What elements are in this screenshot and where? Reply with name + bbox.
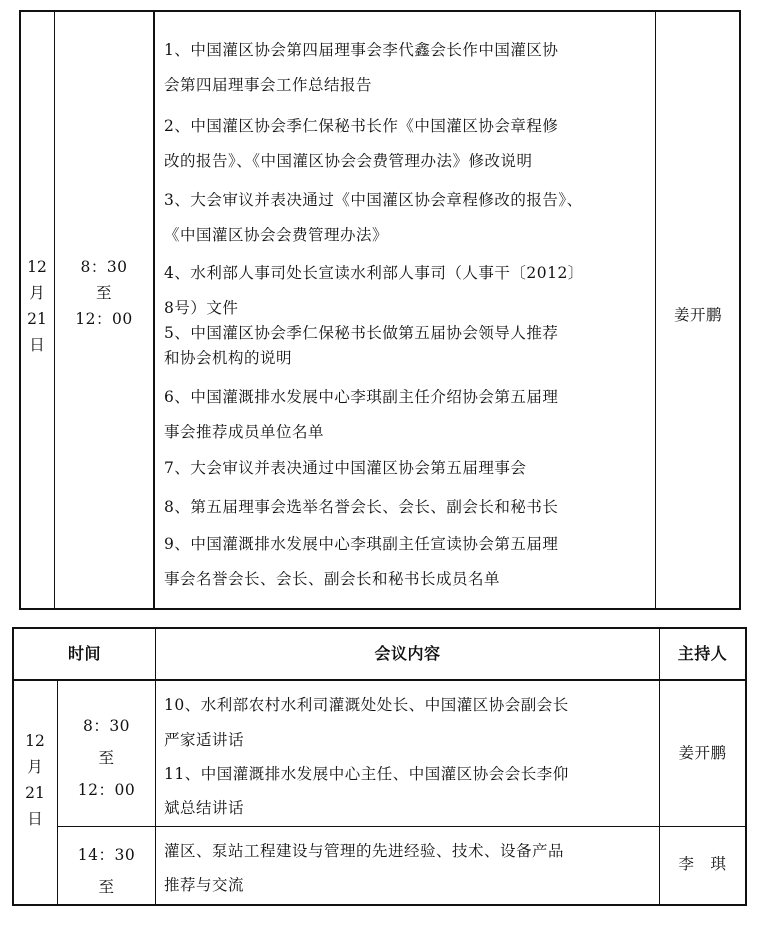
- date-part: 21: [25, 784, 45, 802]
- table1-date: [22, 254, 52, 358]
- content-line: 事会推荐成员单位名单: [164, 423, 325, 441]
- content-line: 10、水利部农村水利司灌溉处处长、中国灌区协会副会长: [164, 696, 569, 714]
- content-line: 灌区、泵站工程建设与管理的先进经验、技术、设备产品: [164, 842, 565, 860]
- table2-header-border: [12, 679, 747, 681]
- date-part: 日: [29, 336, 45, 354]
- table1-col-divider-2: [153, 10, 155, 610]
- date-part: 12: [27, 258, 47, 276]
- table2-row1-host: 姜开鹏: [678, 744, 727, 762]
- content-line: 2、中国灌区协会季仁保秘书长作《中国灌区协会章程修: [164, 117, 559, 135]
- time-end: 12：00: [77, 781, 136, 799]
- time-to: 至: [98, 749, 115, 767]
- content-line: 11、中国灌溉排水发展中心主任、中国灌区协会会长李仰: [164, 765, 569, 783]
- content-line: 9、中国灌溉排水发展中心李琪副主任宣读协会第五届理: [164, 535, 559, 553]
- header-content: 会议内容: [374, 644, 441, 663]
- content-line: 3、大会审议并表决通过《中国灌区协会章程修改的报告》、: [164, 191, 583, 209]
- date-part: 12: [25, 732, 45, 750]
- content-line: 5、中国灌区协会季仁保秘书长做第五届协会领导人推荐: [164, 324, 559, 342]
- table2-row-divider: [57, 826, 747, 827]
- content-line: 改的报告》、《中国灌区协会会费管理办法》修改说明: [164, 152, 533, 170]
- content-line: 《中国灌区协会会费管理办法》: [164, 226, 389, 244]
- table2-right-border: [745, 627, 747, 906]
- content-line: 8、第五届理事会选举名誉会长、会长、副会长和秘书长: [164, 498, 559, 516]
- content-line: 会第四届理事会工作总结报告: [164, 76, 373, 94]
- date-part: 21: [27, 310, 47, 328]
- table2-left-border: [12, 627, 14, 906]
- time-start: 8：30: [82, 717, 131, 735]
- content-line: 斌总结讲话: [164, 799, 245, 817]
- date-part: 月: [29, 284, 45, 302]
- content-line: 和协会机构的说明: [164, 349, 293, 367]
- content-line: 8号）文件: [164, 299, 239, 317]
- time-end: 12：00: [75, 310, 133, 328]
- table2-date: [20, 728, 50, 832]
- table1-bottom-border: [20, 608, 741, 610]
- date-part: 日: [27, 810, 43, 828]
- table1-time: [56, 254, 152, 332]
- time-to: 至: [98, 878, 115, 896]
- table2-bottom-border: [12, 904, 747, 906]
- date-part: 月: [27, 758, 43, 776]
- table1-right-border: [739, 10, 741, 610]
- table2-col-divider-2: [155, 627, 156, 906]
- table2-row2-time: [58, 839, 155, 903]
- content-line: 严家适讲话: [164, 731, 245, 749]
- content-line: 1、中国灌区协会第四届理事会李代鑫会长作中国灌区协: [164, 41, 559, 59]
- time-start: 14：30: [77, 846, 136, 864]
- table1-top-border: [20, 10, 741, 12]
- content-line: 4、水利部人事司处长宣读水利部人事司（人事干〔2012〕: [164, 264, 584, 282]
- content-line: 推荐与交流: [164, 876, 245, 894]
- table1-col-divider-1: [54, 10, 55, 610]
- header-time: 时间: [67, 644, 101, 663]
- table2-row2-host: 李 琪: [678, 855, 727, 873]
- time-to: 至: [95, 284, 112, 302]
- table1-host: 姜开鹏: [673, 306, 722, 324]
- table1-col-divider-3: [655, 10, 656, 610]
- content-line: 7、大会审议并表决通过中国灌区协会第五届理事会: [164, 459, 527, 477]
- table2-row1-time: [58, 710, 155, 806]
- content-line: 6、中国灌溉排水发展中心李琪副主任介绍协会第五届理: [164, 388, 559, 406]
- content-line: 事会名誉会长、会长、副会长和秘书长成员名单: [164, 570, 501, 588]
- time-start: 8：30: [80, 258, 128, 276]
- header-host: 主持人: [677, 644, 728, 663]
- table1-left-border: [19, 10, 21, 610]
- table2-top-border: [12, 627, 747, 629]
